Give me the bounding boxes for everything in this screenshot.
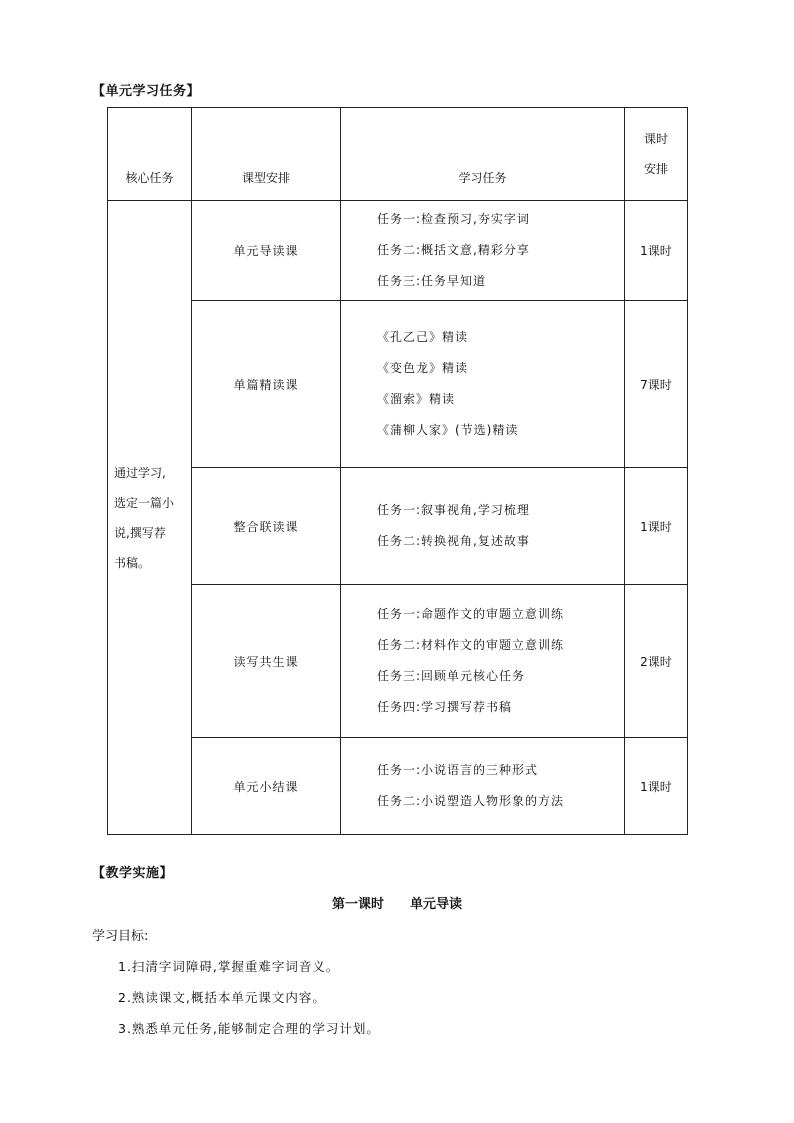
hours-cell: 1课时: [625, 468, 688, 585]
task-line: 《变色龙》精读: [377, 361, 469, 375]
task-line: 任务三:任务早知道: [377, 274, 487, 288]
task-line: 任务四:学习撰写荐书稿: [377, 700, 513, 714]
header-core-task: 核心任务: [108, 108, 192, 201]
header-hours-line1: 课时: [643, 132, 668, 146]
table-row: [108, 468, 688, 585]
table-row: [108, 738, 688, 835]
task-line: 任务二:转换视角,复述故事: [377, 534, 530, 548]
header-lesson-type: 课型安排: [192, 108, 341, 201]
table-row: [108, 585, 688, 738]
task-line: 任务二:材料作文的审题立意训练: [377, 638, 565, 652]
task-line: 《溜索》精读: [377, 392, 456, 406]
goals-label: 学习目标:: [92, 929, 149, 944]
table-header-row: [108, 108, 688, 201]
goal-item: 1.扫清字词障碍,掌握重难字词音义。: [118, 959, 340, 974]
task-line: 《孔乙己》精读: [377, 330, 469, 344]
core-task-line: 书稿。: [114, 555, 151, 570]
learning-task-cell: [341, 201, 625, 301]
task-line: 任务一:命题作文的审题立意训练: [377, 607, 565, 621]
hours-cell: 7课时: [625, 301, 688, 468]
lesson-type-cell: 单元导读课: [192, 201, 341, 301]
learning-task-cell: [341, 585, 625, 738]
unit-task-table: [107, 107, 688, 835]
task-line: 任务一:小说语言的三种形式: [377, 763, 539, 777]
header-hours: [625, 108, 688, 201]
lesson-title: [0, 893, 794, 912]
lesson-title-topic: 单元导读: [410, 897, 463, 912]
lesson-type-cell: 整合联读课: [192, 468, 341, 585]
table-row: [108, 301, 688, 468]
hours-cell: 2课时: [625, 585, 688, 738]
task-line: 任务一:检查预习,夯实字词: [377, 212, 530, 226]
task-line: 任务三:回顾单元核心任务: [377, 669, 526, 683]
learning-task-cell: [341, 738, 625, 835]
header-learning-task: 学习任务: [341, 108, 625, 201]
hours-cell: 1课时: [625, 201, 688, 301]
core-task-cell: [108, 201, 192, 835]
lesson-type-cell: 单元小结课: [192, 738, 341, 835]
hours-cell: 1课时: [625, 738, 688, 835]
goal-item: 2.熟读课文,概括本单元课文内容。: [118, 990, 326, 1005]
core-task-line: 选定一篇小: [114, 495, 175, 510]
header-hours-line2: 安排: [643, 162, 668, 176]
goal-item: 3.熟悉单元任务,能够制定合理的学习计划。: [118, 1021, 380, 1036]
task-line: 任务二:概括文意,精彩分享: [377, 243, 530, 257]
lesson-title-period: 第一课时: [331, 897, 384, 912]
task-line: 《蒲柳人家》(节选)精读: [377, 423, 519, 437]
implementation-heading: 【教学实施】: [92, 866, 174, 881]
lesson-type-cell: 读写共生课: [192, 585, 341, 738]
unit-tasks-heading: 【单元学习任务】: [92, 84, 201, 99]
core-task-line: 说,撰写荐: [114, 525, 166, 540]
core-task-line: 通过学习,: [114, 465, 166, 480]
lesson-type-cell: 单篇精读课: [192, 301, 341, 468]
learning-task-cell: [341, 468, 625, 585]
task-line: 任务一:叙事视角,学习梳理: [377, 503, 530, 517]
table-row: [108, 201, 688, 301]
task-line: 任务二:小说塑造人物形象的方法: [377, 794, 565, 808]
learning-task-cell: [341, 301, 625, 468]
